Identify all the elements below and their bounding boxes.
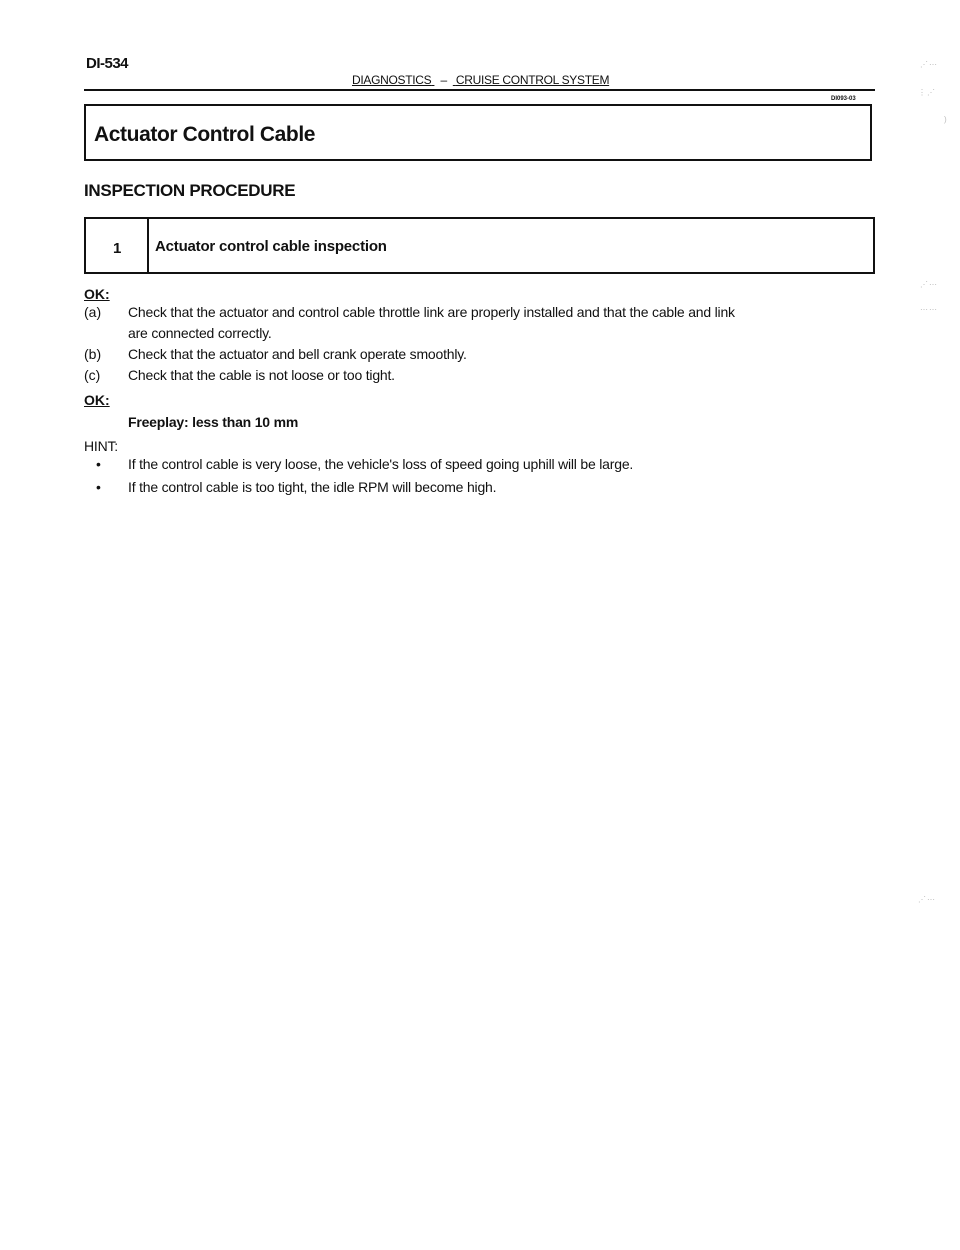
header-section: DIAGNOSTICS <box>352 73 432 87</box>
ok-label: OK: <box>84 392 110 408</box>
scan-artifact: ) <box>944 115 948 124</box>
page-title: Actuator Control Cable <box>94 123 316 146</box>
hint-label: HINT: <box>84 438 119 454</box>
step-number: 1 <box>113 240 122 257</box>
scan-artifact: ⋰⋯ <box>920 280 938 289</box>
item-letter: (a) <box>84 304 102 320</box>
document-code: DI093-03 <box>831 96 856 102</box>
item-text-continuation: are connected correctly. <box>128 325 272 341</box>
scan-artifact: ⋯⋯ <box>920 305 938 314</box>
section-heading: INSPECTION PROCEDURE <box>84 181 296 200</box>
bullet-icon: • <box>96 456 101 472</box>
header-rule <box>84 89 875 91</box>
item-letter: (c) <box>84 367 101 383</box>
ok-specification: Freeplay: less than 10 mm <box>128 414 299 430</box>
hint-item: If the control cable is too tight, the idle RPM will become high. <box>128 479 497 495</box>
item-text: Check that the cable is not loose or too tight. <box>128 367 395 383</box>
step-label: Actuator control cable inspection <box>155 238 387 255</box>
hint-item: If the control cable is very loose, the vehicle's loss of speed going uphill will be large. <box>128 456 634 472</box>
item-letter: (b) <box>84 346 102 362</box>
header-separator: – <box>440 73 447 87</box>
bullet-icon: • <box>96 479 101 495</box>
scan-artifact: ⋰⋯ <box>920 60 938 69</box>
item-text: Check that the actuator and bell crank operate smoothly. <box>128 346 467 362</box>
page-number: DI-534 <box>86 55 129 72</box>
scan-artifact: ⋮⋰ <box>918 88 936 97</box>
running-header <box>352 73 609 87</box>
step-divider <box>147 217 149 274</box>
item-text: Check that the actuator and control cable throttle link are properly installed and that the cable and link <box>128 304 735 320</box>
header-system: CRUISE CONTROL SYSTEM <box>455 73 610 87</box>
ok-label: OK: <box>84 286 110 302</box>
scan-artifact: ⋰⋯ <box>918 895 936 904</box>
